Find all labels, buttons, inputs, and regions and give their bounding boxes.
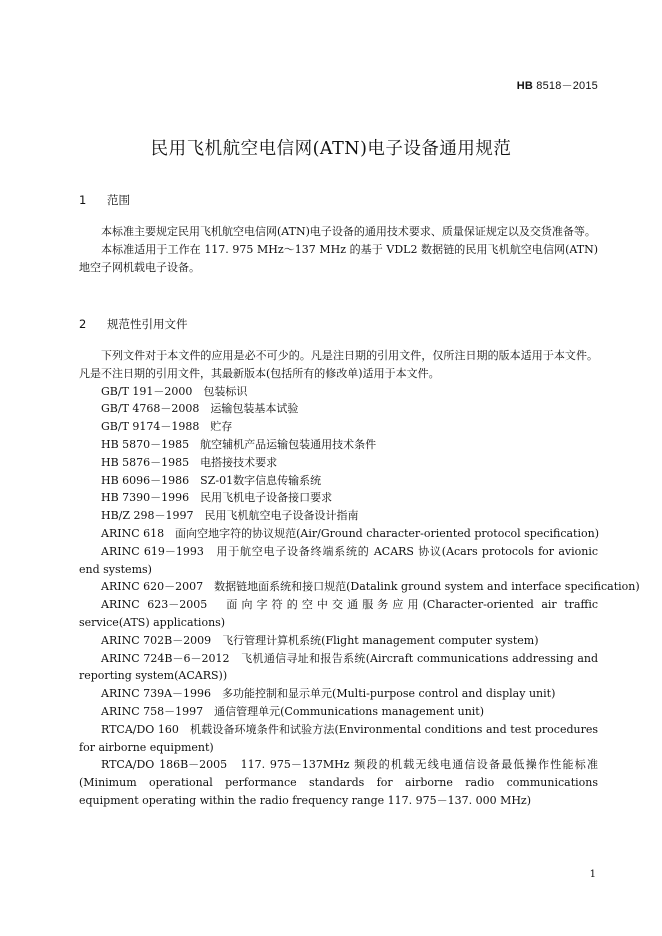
section-2-number: 2 (79, 317, 87, 331)
section-1-heading (79, 192, 130, 208)
reference-item: ARINC 619－1993 用于航空电子设备终端系统的 ACARS 协议(Acars protocols for avionic end systems) (79, 544, 598, 576)
section-2-body (79, 347, 640, 810)
section-1-number: 1 (79, 193, 87, 207)
standard-code: 8518－2015 (536, 80, 598, 92)
reference-item: HB/Z 298－1997 民用飞机航空电子设备设计指南 (101, 509, 359, 523)
reference-item: ARINC 724B－6－2012 飞机通信寻址和报告系统(Aircraft communications addressing and reporting system(ACARS)) (79, 651, 599, 683)
section-2-heading (79, 316, 188, 332)
reference-item: HB 5870－1985 航空辅机产品运输包装通用技术条件 (101, 437, 377, 451)
reference-item: HB 5876－1985 电搭接技术要求 (101, 455, 278, 469)
standard-prefix: HB (516, 80, 533, 92)
reference-item: GB/T 9174－1988 贮存 (101, 420, 233, 434)
standard-number (517, 77, 598, 93)
reference-item: RTCA/DO 186B－2005 117. 975－137MHz 频段的机载无线电通信设备最低操作性能标准(Minimum operational performance standards for airborne radio communications equipment operating within the radio frequency range 117. 975－137. 000 MHz) (79, 758, 598, 807)
reference-item: ARINC 623－2005 面向字符的空中交通服务应用(Character-oriented air traffic service(ATS) applications) (79, 598, 598, 629)
section-2-title: 规范性引用文件 (107, 317, 188, 331)
reference-item: ARINC 758－1997 通信管理单元(Communications management unit) (101, 704, 485, 718)
reference-item: HB 6096－1986 SZ-01数字信息传输系统 (101, 473, 322, 487)
reference-item: GB/T 4768－2008 运输包装基本试验 (101, 402, 299, 416)
reference-item: RTCA/DO 160 机载设备环境条件和试验方法(Environmental conditions and test procedures for airborne equipment) (79, 722, 599, 754)
reference-item: ARINC 739A－1996 多功能控制和显示单元(Multi-purpose control and display unit) (101, 687, 556, 701)
document-title: 民用飞机航空电信网(ATN)电子设备通用规范 (150, 139, 512, 159)
reference-item: ARINC 702B－2009 飞行管理计算机系统(Flight management computer system) (101, 633, 539, 647)
section-1-paragraph-2: 本标准适用于工作在 117. 975 MHz～137 MHz 的基于 VDL2 数据链的民用飞机航空电信网(ATN)地空子网机载电子设备。 (79, 242, 598, 274)
section-1-body (79, 223, 598, 276)
reference-item: HB 7390－1996 民用飞机电子设备接口要求 (101, 491, 333, 505)
section-1-paragraph-1: 本标准主要规定民用飞机航空电信网(ATN)电子设备的通用技术要求、质量保证规定以及交货准备等。 (101, 225, 596, 238)
section-1-title: 范围 (107, 193, 130, 207)
page-number: 1 (589, 869, 596, 880)
reference-item: ARINC 618 面向空地字符的协议规范(Air/Ground character-oriented protocol specification) (101, 526, 599, 540)
reference-item: ARINC 620－2007 数据链地面系统和接口规范(Datalink ground system and interface specification) (101, 580, 640, 594)
section-2-intro: 下列文件对于本文件的应用是必不可少的。凡是注日期的引用文件，仅所注日期的版本适用于本文件。凡是不注日期的引用文件，其最新版本(包括所有的修改单)适用于本文件。 (79, 349, 598, 380)
reference-item: GB/T 191－2000 包装标识 (101, 384, 248, 398)
